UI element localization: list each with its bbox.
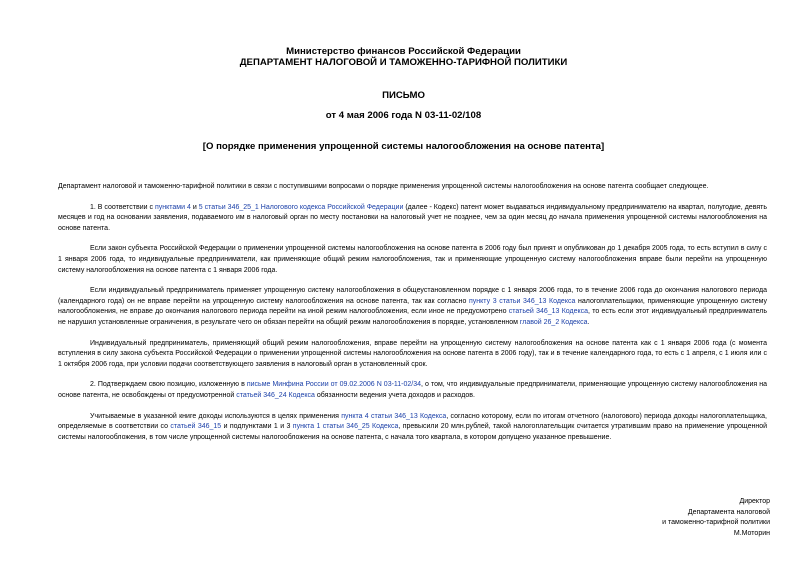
signature-department: Департамента налоговой [687, 508, 770, 516]
signature-block [662, 497, 770, 539]
text-span: (далее - Кодекс) патент может выдаваться индивидуальному предпринимателю на квартал, полугодие, девять месяцев и год на основании заявления, подаваемого им в налоговый орган по месту постановки на налоговый учет не позднее, чем за один месяц до начала применения упрощенной системы налогообложения на основе патента. [58, 203, 767, 232]
document-subject: [О порядке применения упрощенной системы налогообложения на основе патента] [202, 141, 605, 152]
text-span: и подпунктами 1 и 3 [221, 423, 293, 431]
signature-department-cont: и таможенно-тарифной политики [662, 519, 770, 527]
link-article-346-25-1-p4[interactable]: пунктами 4 [154, 203, 191, 211]
text-span: . [587, 318, 590, 326]
link-article-346-24[interactable]: статьей 346_24 Кодекса [236, 391, 315, 399]
text-span: 2. Подтверждаем свою позицию, изложенную в [90, 381, 247, 389]
document-date-number: от 4 мая 2006 года N 03-11-02/108 [325, 110, 482, 121]
paragraph-6 [58, 412, 767, 444]
signature-title: Директор [739, 498, 770, 505]
text-span: обязанности ведения учета доходов и расходов. [314, 391, 475, 399]
ministry-title: Министерство финансов Российской Федерации [286, 46, 521, 57]
paragraph-4: Индивидуальный предприниматель, применяющий общий режим налогообложения, вправе перейти на упрощенную систему налогообложения на основе патента как с 1 января 2006 года (с момента вступления в силу закона субъекта Российской Федерации о применении упрощенной системы налогообложения на основе патента в 2006 году), так и в течение календарного года, то есть с 1 апреля, с 1 июля или с 1 октября 2006 года, при условии подачи соответствующего заявления в налоговый орган в установленный срок. [58, 339, 767, 368]
paragraph-1 [58, 203, 767, 235]
department-title: ДЕПАРТАМЕНТ НАЛОГОВОЙ И ТАМОЖЕННО-ТАРИФНОЙ ПОЛИТИКИ [239, 57, 568, 68]
link-article-346-13-p4[interactable]: пункта 4 статьи 346_13 Кодекса [341, 412, 447, 420]
text-span: Если индивидуальный предприниматель применяет упрощенную систему налогообложения в общеустановленном порядке с 1 января 2006 года, то в течение 2006 года до окончания налогового периода (календарного года) он не вправе перейти на упрощенную систему налогообложения на основе патента, так как согласно [58, 287, 767, 305]
link-chapter-26-2[interactable]: главой 26_2 Кодекса [519, 318, 588, 326]
link-article-346-15[interactable]: статьей 346_15 [170, 423, 222, 431]
link-article-346-13-p3[interactable]: пункту 3 статьи 346_13 Кодекса [469, 297, 576, 305]
document-body [58, 182, 767, 443]
paragraph-5 [58, 380, 767, 401]
paragraph-2: Если закон субъекта Российской Федерации о применении упрощенной системы налогообложения на основе патента в 2006 году был принят и опубликован до 1 декабря 2005 года, то есть вступил в силу с 1 января 2006 года, то индивидуальные предприниматели, как применяющие общий режим налогообложения, так и применяющие упрощенную систему налогообложения вправе были перейти на упрощенную систему налогообложения на основе патента с 1 января 2006 года. [58, 245, 767, 274]
text-span: , превысили 20 млн.рублей, такой налогоплательщик считается утратившим право на применение упрощенной системы налогообложения, в том числе упрощенной системы налогообложения на основе патента, с начала того квартала, в котором допущено указанное превышение. [58, 423, 768, 441]
text-span: Учитываемые в указанной книге доходы используются в целях применения [90, 412, 342, 420]
text-span: , согласно которому, если по итогам отчетного (налогового) периода доходы налогоплательщика, определяемые в соответствии со [58, 412, 767, 431]
paragraph-intro: Департамент налоговой и таможенно-тарифной политики в связи с поступившими вопросами о порядке применения упрощенной системы налогообложения на основе патента сообщает следующее. [58, 183, 709, 190]
link-article-346-13[interactable]: статьей 346_13 Кодекса [508, 308, 589, 316]
text-span: , то есть если этот индивидуальный предприниматель не нарушил установленные ограничения, в результате чего он обязан перейти на общий режим налогообложения в порядке, установленном [58, 308, 768, 326]
document-type: ПИСЬМО [382, 90, 425, 101]
link-minfin-letter[interactable]: письме Минфина России от 09.02.2006 N 03-11-02/34 [246, 381, 422, 389]
text-span: , о том, что индивидуальные предприниматели, применяющие упрощенную систему налогообложения на основе патента, не освобождены от предусмотренной [58, 381, 767, 399]
text-span: и [190, 203, 199, 211]
link-article-346-25-1-p5[interactable]: 5 статьи 346_25_1 Налогового кодекса Российской Федерации [198, 203, 404, 211]
text-span: налогоплательщики, применяющие упрощенную систему налогообложения, не вправе до окончания налогового периода перейти на иной режим налогообложения, если иное не предусмотрено [58, 297, 767, 316]
paragraph-3 [58, 286, 767, 328]
signature-name: М.Моторин [733, 529, 770, 537]
link-article-346-25-p1[interactable]: пункта 1 статьи 346_25 Кодекса [292, 423, 399, 431]
text-span: 1. В соответствии с [90, 203, 155, 211]
